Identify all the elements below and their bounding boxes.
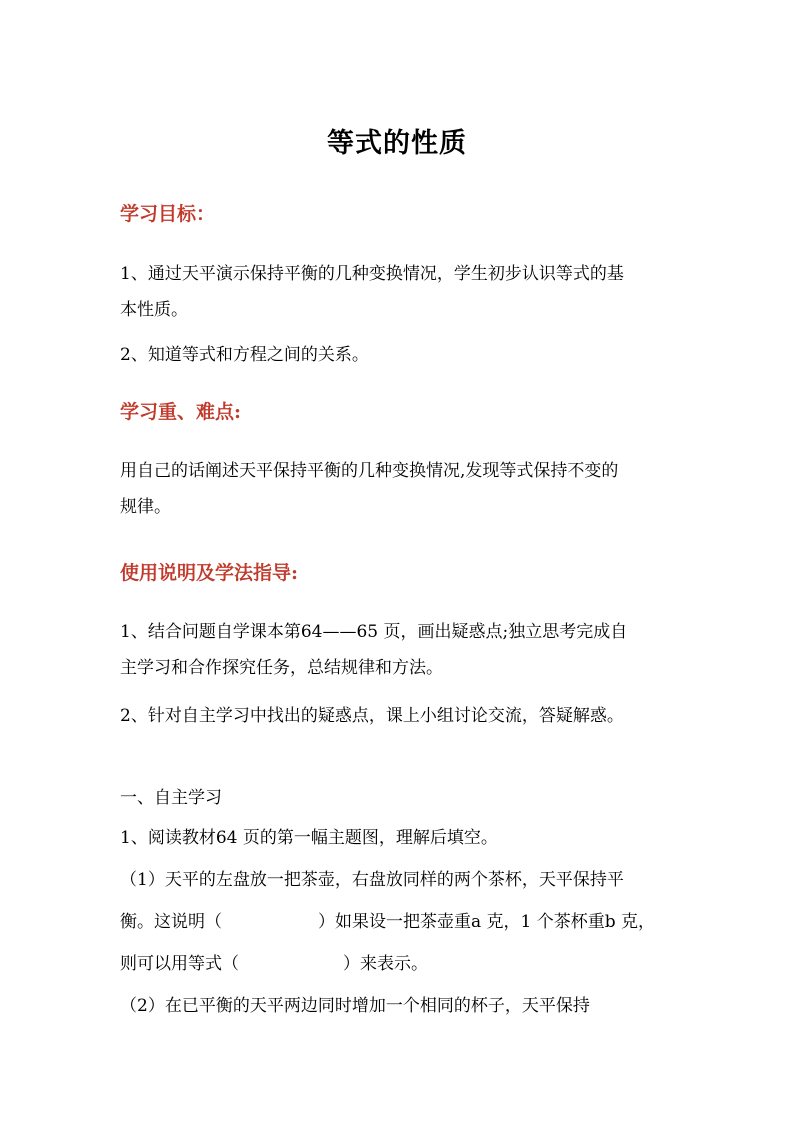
objective-item-1 — [120, 256, 680, 328]
answer-blank[interactable] — [222, 910, 318, 927]
question-1 — [120, 820, 680, 856]
text-line — [120, 904, 680, 940]
page-title: 等式的性质 — [327, 128, 467, 159]
text-line: 规律。 — [120, 497, 171, 517]
key-points-text — [120, 453, 680, 525]
text-fragment: ）来表示。 — [343, 954, 428, 974]
text-line: 2、知道等式和方程之间的关系。 — [120, 345, 369, 365]
text-line — [120, 946, 680, 982]
text-line: 一、自主学习 — [120, 788, 222, 808]
text-line: 1、阅读教材64 页的第一幅主题图，理解后填空。 — [120, 828, 498, 848]
text-line: 2、针对自主学习中找出的疑惑点，课上小组讨论交流，答疑解惑。 — [120, 706, 624, 726]
instruction-item-2 — [120, 698, 680, 734]
text-line: 用自己的话阐述天平保持平衡的几种变换情况,发现等式保持不变的 — [120, 461, 619, 481]
objective-item-2 — [120, 337, 680, 373]
answer-blank[interactable] — [239, 952, 343, 969]
text-line: 主学习和合作探究任务，总结规律和方法。 — [120, 658, 443, 678]
self-study-heading — [120, 780, 680, 816]
question-1-2 — [120, 988, 680, 1024]
text-fragment: 衡。这说明（ — [120, 912, 222, 932]
text-line: 本性质。 — [120, 300, 188, 320]
instruction-item-1 — [120, 614, 680, 686]
text-fragment: 则可以用等式（ — [120, 954, 239, 974]
text-line: 1、通过天平演示保持平衡的几种变换情况，学生初步认识等式的基 — [120, 264, 624, 284]
objectives-heading: 学习目标： — [120, 203, 216, 225]
text-line: （2）在已平衡的天平两边同时增加一个相同的杯子，天平保持 — [120, 996, 590, 1016]
text-line: （1）天平的左盘放一把茶壶，右盘放同样的两个茶杯，天平保持平 — [120, 870, 624, 890]
instructions-heading: 使用说明及学法指导: — [120, 562, 299, 584]
text-line: 1、结合问题自学课本第64——65 页，画出疑惑点;独立思考完成自 — [120, 622, 628, 642]
key-points-heading: 学习重、难点: — [120, 401, 242, 423]
question-1-1 — [120, 862, 680, 982]
text-fragment: ）如果设一把茶壶重a 克，1 个茶杯重b 克， — [318, 912, 656, 932]
